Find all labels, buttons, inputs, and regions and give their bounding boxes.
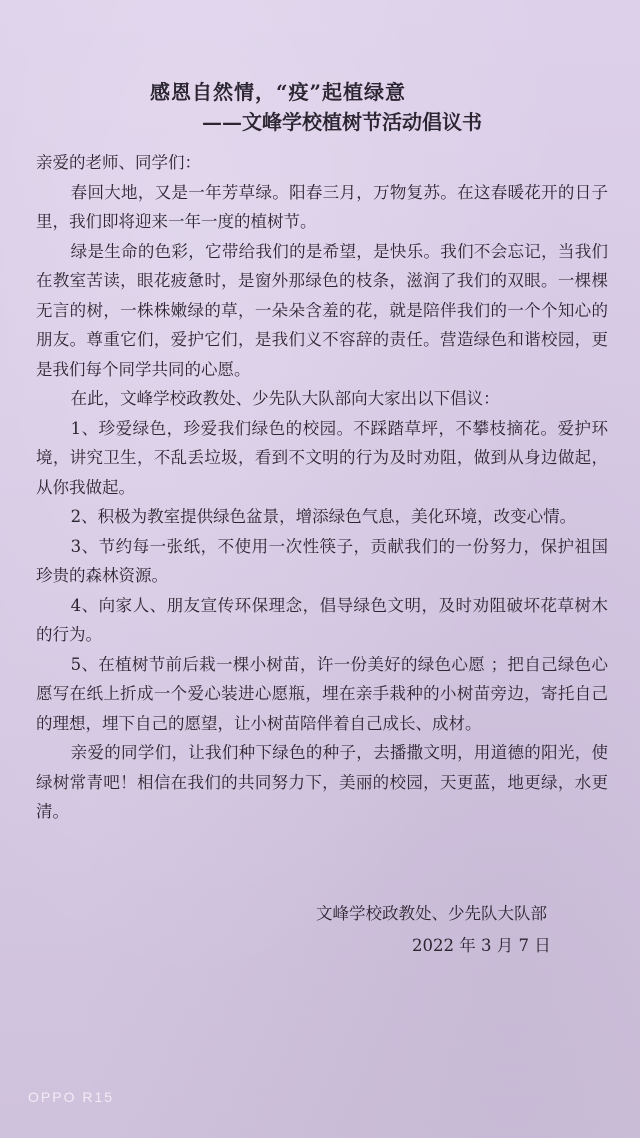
document-subtitle: ——文峰学校植树节活动倡议书: [202, 110, 482, 134]
proposal-item-3: 3、节约每一张纸，不使用一次性筷子，贡献我们的一份努力，保护祖国珍贵的森林资源。: [36, 536, 608, 585]
document-date: 2022 年 3 月 7 日: [412, 936, 551, 955]
signature: 文峰学校政教处、少先队大队部: [316, 904, 547, 923]
document-body: [36, 148, 608, 827]
camera-watermark: OPPO R15: [28, 1089, 115, 1105]
proposal-item-5: 5、在植树节前后栽一棵小树苗，许一份美好的绿色心愿 ；把自己绿色心愿写在纸上折成一个爱心装进心愿瓶，埋在亲手栽种的小树苗旁边，寄托自己的理想，埋下自己的愿望，让小树苗陪伴着自己成长、成材。: [36, 654, 608, 733]
greeting: 亲爱的老师、同学们：: [36, 153, 201, 172]
paragraph-proposal-intro: 在此，文峰学校政教处、少先队大队部向大家出以下倡议：: [70, 389, 500, 408]
paragraph-closing: 亲爱的同学们，让我们种下绿色的种子，去播撒文明，用道德的阳光，使绿树常青吧！相信在我们的共同努力下，美丽的校园，天更蓝，地更绿，水更清。: [36, 743, 608, 821]
paragraph-intro: 春回大地，又是一年芳草绿。阳春三月，万物复苏。在这春暖花开的日子里，我们即将迎来一年一度的植树节。: [36, 182, 608, 231]
document-title: 感恩自然情，“疫”起植绿意: [150, 80, 407, 104]
proposal-item-1: 1、珍爱绿色，珍爱我们绿色的校园。不踩踏草坪，不攀枝摘花。爱护环境，讲究卫生，不乱丢垃圾，看到不文明的行为及时劝阻，做到从身边做起，从你我做起。: [36, 418, 608, 497]
proposal-item-2: 2、积极为教室提供绿色盆景，增添绿色气息，美化环境，改变心情。: [70, 507, 577, 526]
paragraph-green: 绿是生命的色彩，它带给我们的是希望，是快乐。我们不会忘记，当我们在教室苦读，眼花疲惫时，是窗外那绿色的枝条，滋润了我们的双眼。一棵棵无言的树，一株株嫩绿的草，一朵朵含羞的花，就是陪伴我们的一个个知心的朋友。尊重它们，爱护它们，是我们义不容辞的责任。营造绿色和谐校园，更是我们每个同学共同的心愿。: [36, 241, 608, 379]
proposal-item-4: 4、向家人、朋友宣传环保理念，倡导绿色文明，及时劝阻破坏花草树木的行为。: [36, 595, 608, 644]
